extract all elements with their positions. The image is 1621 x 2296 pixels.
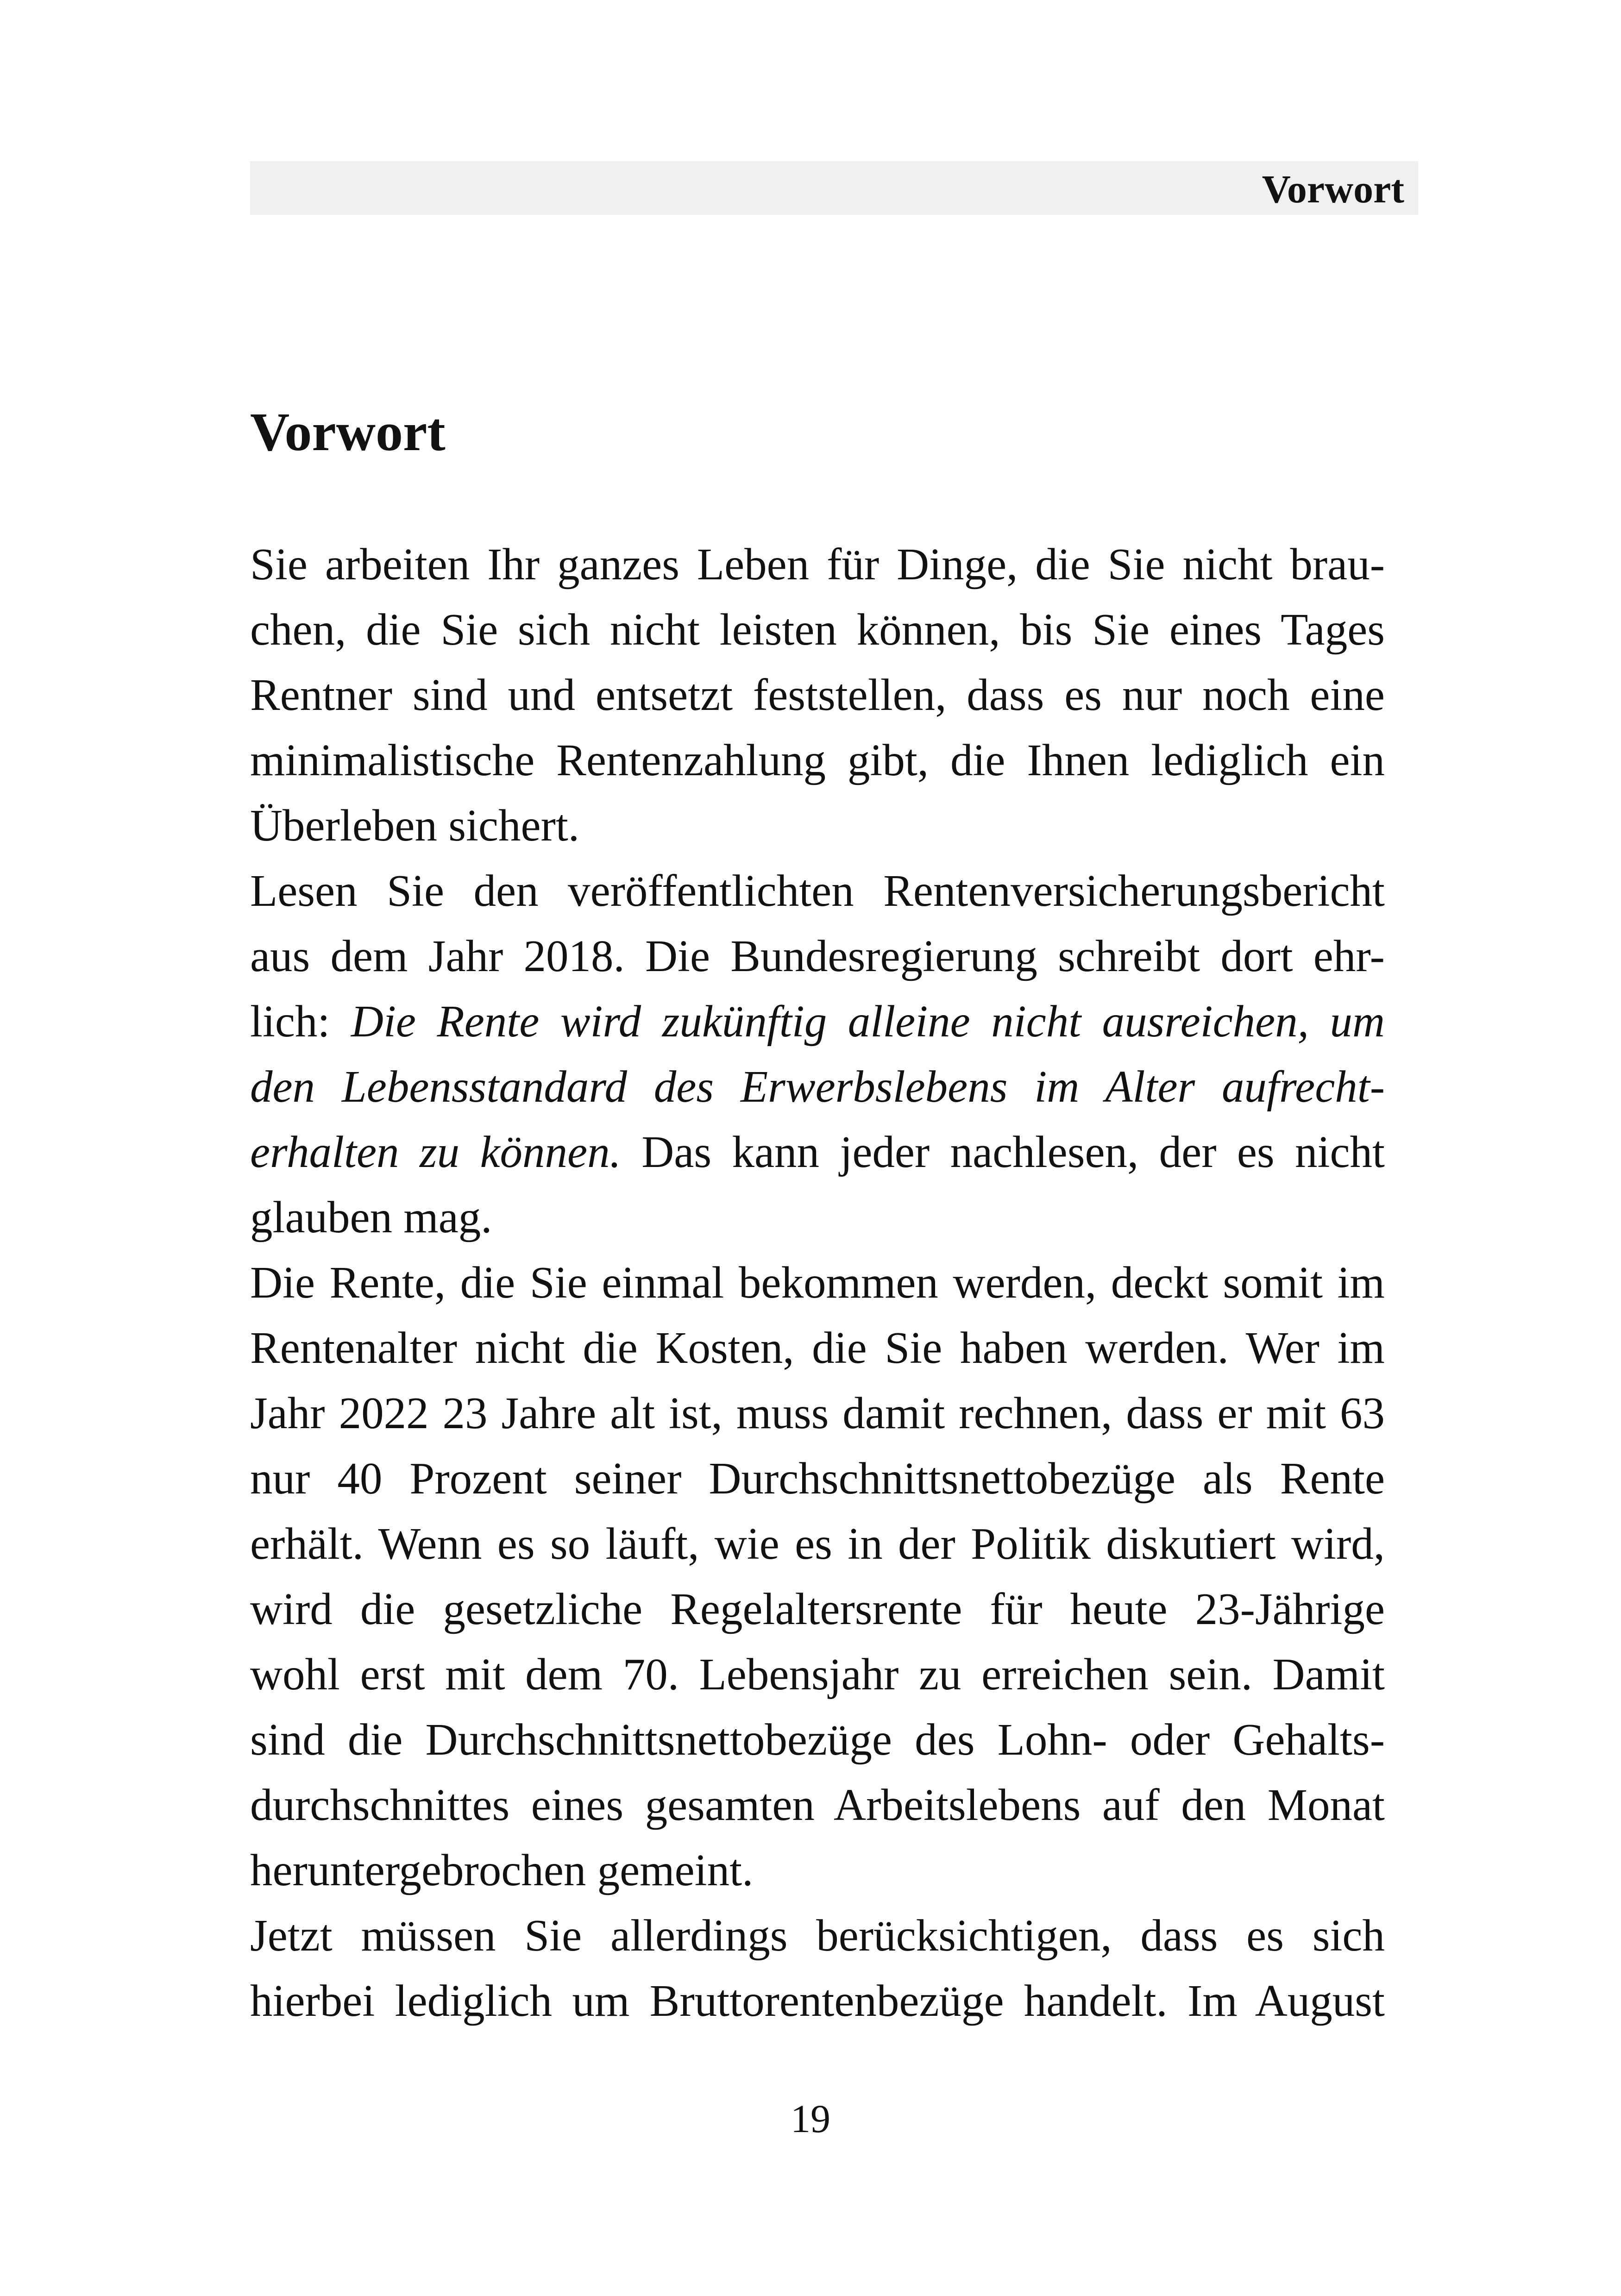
chapter-title: Vorwort <box>250 401 446 462</box>
text-line: minimalistische Rentenzahlung gibt, die Ihnen lediglich ein <box>250 735 1385 785</box>
running-header-title: Vorwort <box>1262 167 1404 211</box>
quote-italic: den Lebensstandard des Erwerbslebens im Alter aufrecht- <box>250 1062 1385 1111</box>
text-line: durchschnittes eines gesamten Arbeitslebens auf den Monat <box>250 1780 1385 1830</box>
text-line: Jahr 2022 23 Jahre alt ist, muss damit rechnen, dass er mit 63 <box>250 1388 1385 1438</box>
text-line: Überleben sichert. <box>250 801 580 850</box>
text-line <box>250 1054 1385 1119</box>
text-line: aus dem Jahr 2018. Die Bundesregierung schreibt dort ehr- <box>250 931 1385 981</box>
quote-italic: Die Rente wird zukünftig alleine nicht ausreichen, um <box>351 997 1385 1046</box>
text-run: Das kann jeder nachlesen, der es nicht <box>621 1127 1385 1177</box>
text-run: lich: <box>250 997 351 1046</box>
text-line: Sie arbeiten Ihr ganzes Leben für Dinge, die Sie nicht brau- <box>250 539 1385 589</box>
text-line: heruntergebrochen gemeint. <box>250 1845 754 1895</box>
text-line: Rentenalter nicht die Kosten, die Sie haben werden. Wer im <box>250 1323 1385 1373</box>
text-line: Die Rente, die Sie einmal bekommen werden, deckt somit im <box>250 1258 1385 1307</box>
text-line <box>250 989 1385 1054</box>
text-line: wohl erst mit dem 70. Lebensjahr zu erreichen sein. Damit <box>250 1650 1385 1699</box>
quote-italic: erhalten zu können. <box>250 1127 621 1177</box>
text-line: hierbei lediglich um Bruttorentenbezüge handelt. Im August <box>250 1976 1385 2026</box>
text-line: Rentner sind und entsetzt feststellen, dass es nur noch eine <box>250 670 1385 720</box>
running-header <box>250 161 1418 215</box>
text-line: sind die Durchschnittsnettobezüge des Lohn- oder Gehalts- <box>250 1715 1385 1764</box>
text-line: Lesen Sie den veröffentlichten Rentenversicherungsbericht <box>250 866 1385 916</box>
text-line <box>250 1119 1385 1185</box>
text-line: wird die gesetzliche Regelaltersrente für heute 23-Jährige <box>250 1584 1385 1634</box>
text-line: Jetzt müssen Sie allerdings berücksichtigen, dass es sich <box>250 1911 1385 1960</box>
text-line: nur 40 Prozent seiner Durchschnittsnettobezüge als Rente <box>250 1454 1385 1503</box>
text-line: glauben mag. <box>250 1192 492 1242</box>
page-number: 19 <box>791 2096 830 2141</box>
body-text <box>250 532 1385 2033</box>
text-line: erhält. Wenn es so läuft, wie es in der Politik diskutiert wird, <box>250 1519 1385 1568</box>
text-line: chen, die Sie sich nicht leisten können, bis Sie eines Tages <box>250 605 1385 654</box>
